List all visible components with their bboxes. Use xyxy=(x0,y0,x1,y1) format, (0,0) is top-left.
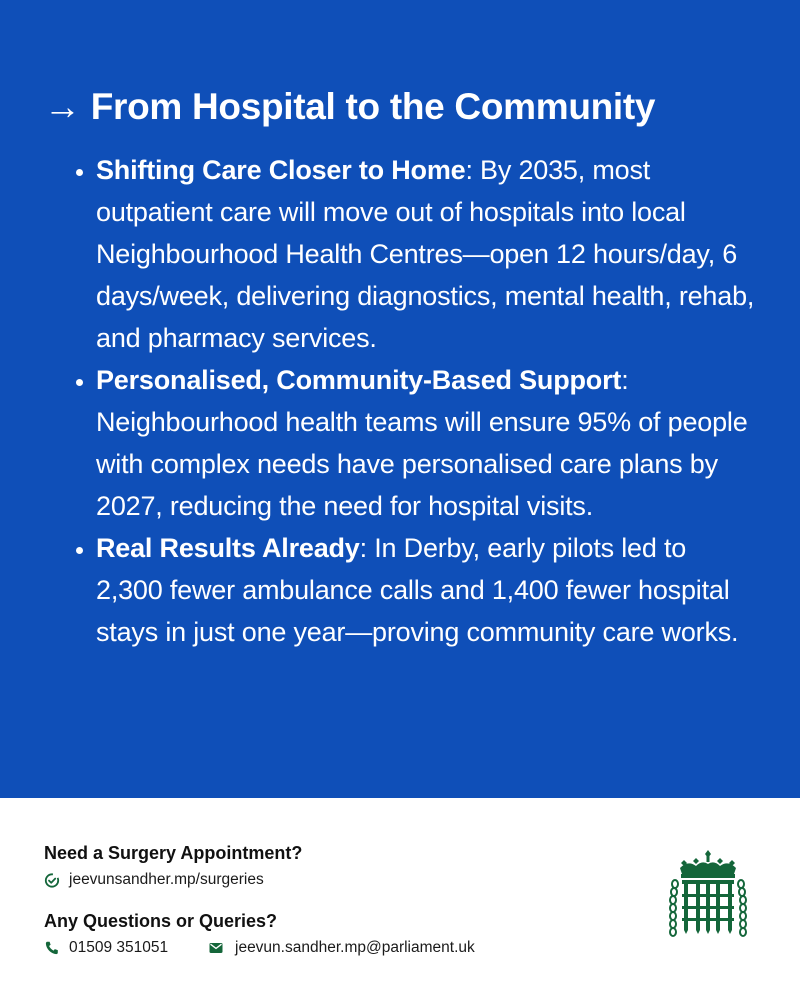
email-address: jeevun.sandher.mp@parliament.uk xyxy=(235,939,475,956)
page-title xyxy=(44,82,784,132)
bullet-list xyxy=(72,149,756,653)
list-item xyxy=(96,527,756,653)
page-title-text: From Hospital to the Community xyxy=(90,86,656,127)
bullet-heading: Shifting Care Closer to Home xyxy=(96,155,466,185)
bullet-text: : In Derby, early pilots led to 2,300 fewer ambulance calls and 1,400 fewer hospital stays in just one year—proving community care works. xyxy=(96,533,739,647)
list-item xyxy=(96,359,756,527)
envelope-icon xyxy=(208,940,224,956)
questions-title: Any Questions or Queries? xyxy=(44,911,278,931)
portcullis-logo xyxy=(668,848,748,940)
bullet-heading: Real Results Already xyxy=(96,533,360,563)
phone-number: 01509 351051 xyxy=(69,939,169,956)
bullet-text: : Neighbourhood health teams will ensure 95% of people with complex needs have personalised care plans by 2027, reducing the need for hospital visits. xyxy=(96,365,748,521)
bullet-heading: Personalised, Community-Based Support xyxy=(96,365,622,395)
arrow-right-icon: → xyxy=(44,86,81,127)
list-item xyxy=(96,149,756,359)
email-link[interactable] xyxy=(208,938,475,958)
surgery-link-text: jeevunsandher.mp/surgeries xyxy=(69,871,264,888)
phone-icon xyxy=(44,940,60,956)
phone-link[interactable] xyxy=(44,938,168,958)
calendar-check-icon xyxy=(44,872,60,888)
surgery-link[interactable] xyxy=(44,870,264,890)
bullet-text: : By 2035, most outpatient care will move out of hospitals into local Neighbourhood Health Centres—open 12 hours/day, 6 days/week, delivering diagnostics, mental health, rehab, and pharmacy services. xyxy=(96,155,755,353)
surgery-title: Need a Surgery Appointment? xyxy=(44,843,303,863)
